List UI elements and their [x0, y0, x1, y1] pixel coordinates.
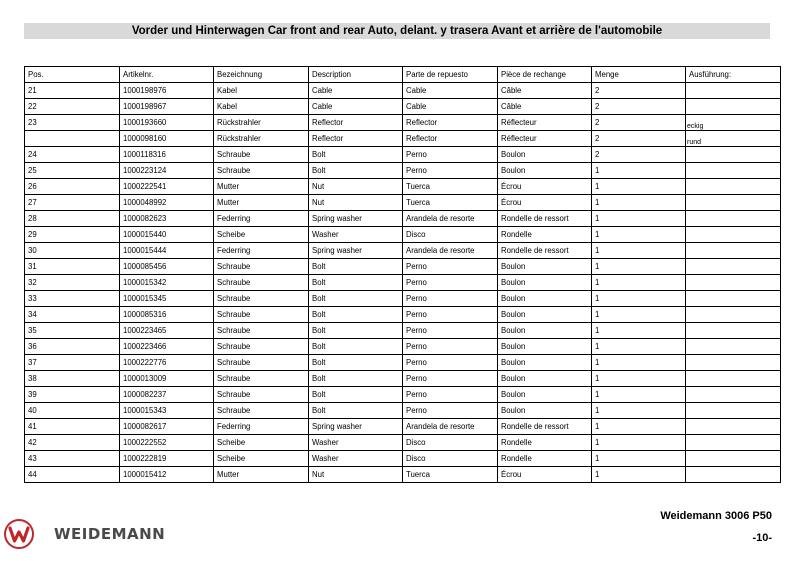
col-header-piece-de-rechange: Pièce de rechange — [498, 67, 592, 83]
cell-bezeichnung: Schraube — [214, 147, 309, 163]
cell-pos: 33 — [25, 291, 120, 307]
cell-bezeichnung: Scheibe — [214, 227, 309, 243]
cell-bezeichnung: Schraube — [214, 339, 309, 355]
cell-piece-de-rechange: Rondelle de ressort — [498, 211, 592, 227]
cell-bezeichnung: Rückstrahler — [214, 131, 309, 147]
cell-article-number: 1000223124 — [120, 163, 214, 179]
table-row — [25, 179, 781, 195]
table-row — [25, 419, 781, 435]
cell-piece-de-rechange: Boulon — [498, 339, 592, 355]
cell-description: Bolt — [309, 147, 403, 163]
cell-ausfuehrung — [686, 291, 781, 307]
table-row — [25, 451, 781, 467]
cell-ausfuehrung — [686, 451, 781, 467]
cell-bezeichnung: Schraube — [214, 323, 309, 339]
cell-menge: 2 — [592, 99, 686, 115]
cell-article-number: 1000193660 — [120, 115, 214, 131]
cell-ausfuehrung — [686, 227, 781, 243]
cell-article-number: 1000015343 — [120, 403, 214, 419]
cell-ausfuehrung — [686, 387, 781, 403]
cell-article-number: 1000082617 — [120, 419, 214, 435]
cell-ausfuehrung — [686, 211, 781, 227]
cell-description: Bolt — [309, 163, 403, 179]
cell-pos: 35 — [25, 323, 120, 339]
cell-parte-de-repuesto: Perno — [403, 147, 498, 163]
cell-pos: 22 — [25, 99, 120, 115]
model-name: Weidemann 3006 P50 — [660, 510, 772, 522]
parts-table — [24, 66, 781, 483]
table-row — [25, 211, 781, 227]
cell-menge: 1 — [592, 275, 686, 291]
cell-ausfuehrung — [686, 163, 781, 179]
cell-pos: 26 — [25, 179, 120, 195]
cell-piece-de-rechange: Boulon — [498, 163, 592, 179]
cell-bezeichnung: Schraube — [214, 307, 309, 323]
cell-parte-de-repuesto: Tuerca — [403, 179, 498, 195]
cell-article-number: 1000098160 — [120, 131, 214, 147]
cell-description: Bolt — [309, 323, 403, 339]
cell-piece-de-rechange: Boulon — [498, 323, 592, 339]
cell-menge: 1 — [592, 451, 686, 467]
cell-menge: 1 — [592, 291, 686, 307]
col-header-pos: Pos. — [25, 67, 120, 83]
parts-table-body — [25, 83, 781, 483]
cell-article-number: 1000223465 — [120, 323, 214, 339]
cell-menge: 1 — [592, 387, 686, 403]
table-row — [25, 163, 781, 179]
cell-pos: 23 — [25, 115, 120, 131]
cell-description: Reflector — [309, 131, 403, 147]
cell-piece-de-rechange: Câble — [498, 83, 592, 99]
cell-parte-de-repuesto: Cable — [403, 83, 498, 99]
cell-pos: 30 — [25, 243, 120, 259]
cell-pos: 27 — [25, 195, 120, 211]
cell-pos: 32 — [25, 275, 120, 291]
cell-menge: 1 — [592, 259, 686, 275]
cell-piece-de-rechange: Rondelle — [498, 451, 592, 467]
cell-parte-de-repuesto: Perno — [403, 387, 498, 403]
cell-pos: 36 — [25, 339, 120, 355]
cell-ausfuehrung: eckig — [686, 115, 781, 131]
cell-piece-de-rechange: Écrou — [498, 195, 592, 211]
cell-description: Bolt — [309, 339, 403, 355]
cell-parte-de-repuesto: Arandela de resorte — [403, 419, 498, 435]
cell-bezeichnung: Rückstrahler — [214, 115, 309, 131]
cell-ausfuehrung: rund — [686, 131, 781, 147]
cell-menge: 1 — [592, 227, 686, 243]
cell-pos — [25, 131, 120, 147]
cell-piece-de-rechange: Boulon — [498, 259, 592, 275]
cell-parte-de-repuesto: Tuerca — [403, 467, 498, 483]
cell-piece-de-rechange: Réflecteur — [498, 115, 592, 131]
cell-menge: 1 — [592, 419, 686, 435]
cell-description: Nut — [309, 195, 403, 211]
cell-menge: 1 — [592, 323, 686, 339]
document-title: Vorder und Hinterwagen Car front and rear Auto, delant. y trasera Avant et arrière de l'automobile — [24, 23, 770, 39]
cell-pos: 29 — [25, 227, 120, 243]
cell-piece-de-rechange: Rondelle — [498, 435, 592, 451]
cell-pos: 43 — [25, 451, 120, 467]
cell-parte-de-repuesto: Perno — [403, 323, 498, 339]
cell-ausfuehrung — [686, 259, 781, 275]
cell-description: Spring washer — [309, 243, 403, 259]
cell-article-number: 1000223466 — [120, 339, 214, 355]
cell-description: Reflector — [309, 115, 403, 131]
cell-description: Bolt — [309, 275, 403, 291]
cell-ausfuehrung — [686, 99, 781, 115]
cell-bezeichnung: Schraube — [214, 371, 309, 387]
cell-piece-de-rechange: Boulon — [498, 275, 592, 291]
table-row — [25, 467, 781, 483]
cell-bezeichnung: Federring — [214, 419, 309, 435]
cell-article-number: 1000118316 — [120, 147, 214, 163]
cell-menge: 1 — [592, 195, 686, 211]
cell-menge: 1 — [592, 355, 686, 371]
cell-description: Bolt — [309, 371, 403, 387]
cell-parte-de-repuesto: Perno — [403, 291, 498, 307]
cell-article-number: 1000082623 — [120, 211, 214, 227]
cell-ausfuehrung — [686, 467, 781, 483]
cell-article-number: 1000222819 — [120, 451, 214, 467]
cell-description: Bolt — [309, 291, 403, 307]
cell-description: Nut — [309, 467, 403, 483]
table-row — [25, 291, 781, 307]
cell-ausfuehrung — [686, 419, 781, 435]
cell-bezeichnung: Scheibe — [214, 451, 309, 467]
table-row — [25, 275, 781, 291]
cell-bezeichnung: Federring — [214, 211, 309, 227]
cell-ausfuehrung — [686, 83, 781, 99]
table-row — [25, 115, 781, 131]
cell-pos: 44 — [25, 467, 120, 483]
col-header-bezeichnung: Bezeichnung — [214, 67, 309, 83]
table-row — [25, 259, 781, 275]
cell-parte-de-repuesto: Perno — [403, 307, 498, 323]
cell-bezeichnung: Mutter — [214, 467, 309, 483]
cell-pos: 28 — [25, 211, 120, 227]
cell-article-number: 1000015444 — [120, 243, 214, 259]
cell-menge: 1 — [592, 403, 686, 419]
cell-menge: 1 — [592, 435, 686, 451]
cell-bezeichnung: Schraube — [214, 355, 309, 371]
cell-parte-de-repuesto: Arandela de resorte — [403, 211, 498, 227]
weidemann-logo — [4, 519, 165, 549]
cell-article-number: 1000222776 — [120, 355, 214, 371]
cell-parte-de-repuesto: Perno — [403, 339, 498, 355]
cell-description: Bolt — [309, 387, 403, 403]
cell-bezeichnung: Mutter — [214, 195, 309, 211]
cell-bezeichnung: Schraube — [214, 291, 309, 307]
cell-pos: 37 — [25, 355, 120, 371]
cell-description: Bolt — [309, 403, 403, 419]
cell-pos: 41 — [25, 419, 120, 435]
table-row — [25, 147, 781, 163]
cell-article-number: 1000015440 — [120, 227, 214, 243]
cell-piece-de-rechange: Écrou — [498, 467, 592, 483]
cell-piece-de-rechange: Boulon — [498, 291, 592, 307]
col-header-article-number: Artikelnr. — [120, 67, 214, 83]
table-row — [25, 435, 781, 451]
cell-bezeichnung: Scheibe — [214, 435, 309, 451]
table-row — [25, 99, 781, 115]
table-row — [25, 339, 781, 355]
cell-pos: 25 — [25, 163, 120, 179]
cell-bezeichnung: Mutter — [214, 179, 309, 195]
col-header-parte-de-repuesto: Parte de repuesto — [403, 67, 498, 83]
cell-piece-de-rechange: Câble — [498, 99, 592, 115]
cell-pos: 31 — [25, 259, 120, 275]
cell-article-number: 1000198976 — [120, 83, 214, 99]
cell-piece-de-rechange: Écrou — [498, 179, 592, 195]
cell-piece-de-rechange: Réflecteur — [498, 131, 592, 147]
table-row — [25, 131, 781, 147]
cell-description: Washer — [309, 451, 403, 467]
cell-menge: 2 — [592, 131, 686, 147]
cell-description: Washer — [309, 435, 403, 451]
cell-piece-de-rechange: Rondelle — [498, 227, 592, 243]
cell-bezeichnung: Schraube — [214, 403, 309, 419]
cell-ausfuehrung — [686, 403, 781, 419]
table-header-row — [25, 67, 781, 83]
cell-piece-de-rechange: Boulon — [498, 355, 592, 371]
cell-bezeichnung: Schraube — [214, 387, 309, 403]
cell-parte-de-repuesto: Perno — [403, 259, 498, 275]
cell-article-number: 1000085316 — [120, 307, 214, 323]
cell-ausfuehrung — [686, 195, 781, 211]
cell-pos: 42 — [25, 435, 120, 451]
table-row — [25, 83, 781, 99]
cell-parte-de-repuesto: Perno — [403, 275, 498, 291]
cell-bezeichnung: Kabel — [214, 83, 309, 99]
cell-bezeichnung: Kabel — [214, 99, 309, 115]
cell-menge: 1 — [592, 307, 686, 323]
cell-bezeichnung: Schraube — [214, 259, 309, 275]
cell-ausfuehrung — [686, 355, 781, 371]
cell-menge: 1 — [592, 243, 686, 259]
cell-description: Cable — [309, 99, 403, 115]
col-header-ausfuehrung: Ausführung: — [686, 67, 781, 83]
table-row — [25, 403, 781, 419]
cell-ausfuehrung — [686, 147, 781, 163]
cell-article-number: 1000222541 — [120, 179, 214, 195]
cell-piece-de-rechange: Boulon — [498, 387, 592, 403]
cell-piece-de-rechange: Boulon — [498, 403, 592, 419]
cell-pos: 40 — [25, 403, 120, 419]
cell-menge: 1 — [592, 211, 686, 227]
cell-parte-de-repuesto: Perno — [403, 403, 498, 419]
table-row — [25, 227, 781, 243]
cell-article-number: 1000015345 — [120, 291, 214, 307]
cell-description: Bolt — [309, 259, 403, 275]
cell-parte-de-repuesto: Arandela de resorte — [403, 243, 498, 259]
cell-article-number: 1000048992 — [120, 195, 214, 211]
cell-article-number: 1000198967 — [120, 99, 214, 115]
col-header-description: Description — [309, 67, 403, 83]
cell-bezeichnung: Federring — [214, 243, 309, 259]
cell-ausfuehrung — [686, 435, 781, 451]
table-row — [25, 243, 781, 259]
cell-menge: 2 — [592, 115, 686, 131]
cell-parte-de-repuesto: Tuerca — [403, 195, 498, 211]
cell-menge: 1 — [592, 163, 686, 179]
cell-pos: 39 — [25, 387, 120, 403]
table-row — [25, 323, 781, 339]
cell-piece-de-rechange: Boulon — [498, 147, 592, 163]
weidemann-w-logo-icon — [4, 519, 34, 549]
page-number: -10- — [752, 532, 772, 544]
cell-piece-de-rechange: Rondelle de ressort — [498, 243, 592, 259]
cell-article-number: 1000015412 — [120, 467, 214, 483]
table-row — [25, 195, 781, 211]
cell-description: Bolt — [309, 307, 403, 323]
cell-pos: 21 — [25, 83, 120, 99]
cell-article-number: 1000085456 — [120, 259, 214, 275]
cell-piece-de-rechange: Boulon — [498, 307, 592, 323]
cell-pos: 24 — [25, 147, 120, 163]
cell-ausfuehrung — [686, 307, 781, 323]
cell-parte-de-repuesto: Reflector — [403, 131, 498, 147]
cell-parte-de-repuesto: Perno — [403, 355, 498, 371]
cell-description: Nut — [309, 179, 403, 195]
cell-menge: 2 — [592, 83, 686, 99]
cell-article-number: 1000013009 — [120, 371, 214, 387]
cell-menge: 1 — [592, 339, 686, 355]
cell-article-number: 1000015342 — [120, 275, 214, 291]
cell-piece-de-rechange: Boulon — [498, 371, 592, 387]
cell-description: Cable — [309, 83, 403, 99]
cell-menge: 1 — [592, 467, 686, 483]
cell-bezeichnung: Schraube — [214, 275, 309, 291]
cell-ausfuehrung — [686, 339, 781, 355]
cell-piece-de-rechange: Rondelle de ressort — [498, 419, 592, 435]
cell-menge: 2 — [592, 147, 686, 163]
cell-parte-de-repuesto: Disco — [403, 435, 498, 451]
cell-ausfuehrung — [686, 323, 781, 339]
brand-name: WEIDEMANN — [54, 525, 166, 543]
cell-description: Spring washer — [309, 419, 403, 435]
cell-ausfuehrung — [686, 275, 781, 291]
table-row — [25, 355, 781, 371]
cell-parte-de-repuesto: Disco — [403, 451, 498, 467]
cell-menge: 1 — [592, 371, 686, 387]
cell-pos: 34 — [25, 307, 120, 323]
cell-bezeichnung: Schraube — [214, 163, 309, 179]
table-row — [25, 387, 781, 403]
table-row — [25, 307, 781, 323]
cell-description: Washer — [309, 227, 403, 243]
cell-parte-de-repuesto: Reflector — [403, 115, 498, 131]
cell-description: Bolt — [309, 355, 403, 371]
cell-article-number: 1000082237 — [120, 387, 214, 403]
cell-ausfuehrung — [686, 179, 781, 195]
cell-menge: 1 — [592, 179, 686, 195]
cell-article-number: 1000222552 — [120, 435, 214, 451]
cell-pos: 38 — [25, 371, 120, 387]
cell-description: Spring washer — [309, 211, 403, 227]
cell-parte-de-repuesto: Disco — [403, 227, 498, 243]
cell-parte-de-repuesto: Perno — [403, 371, 498, 387]
cell-ausfuehrung — [686, 243, 781, 259]
cell-parte-de-repuesto: Perno — [403, 163, 498, 179]
col-header-menge: Menge — [592, 67, 686, 83]
table-row — [25, 371, 781, 387]
cell-ausfuehrung — [686, 371, 781, 387]
cell-parte-de-repuesto: Cable — [403, 99, 498, 115]
